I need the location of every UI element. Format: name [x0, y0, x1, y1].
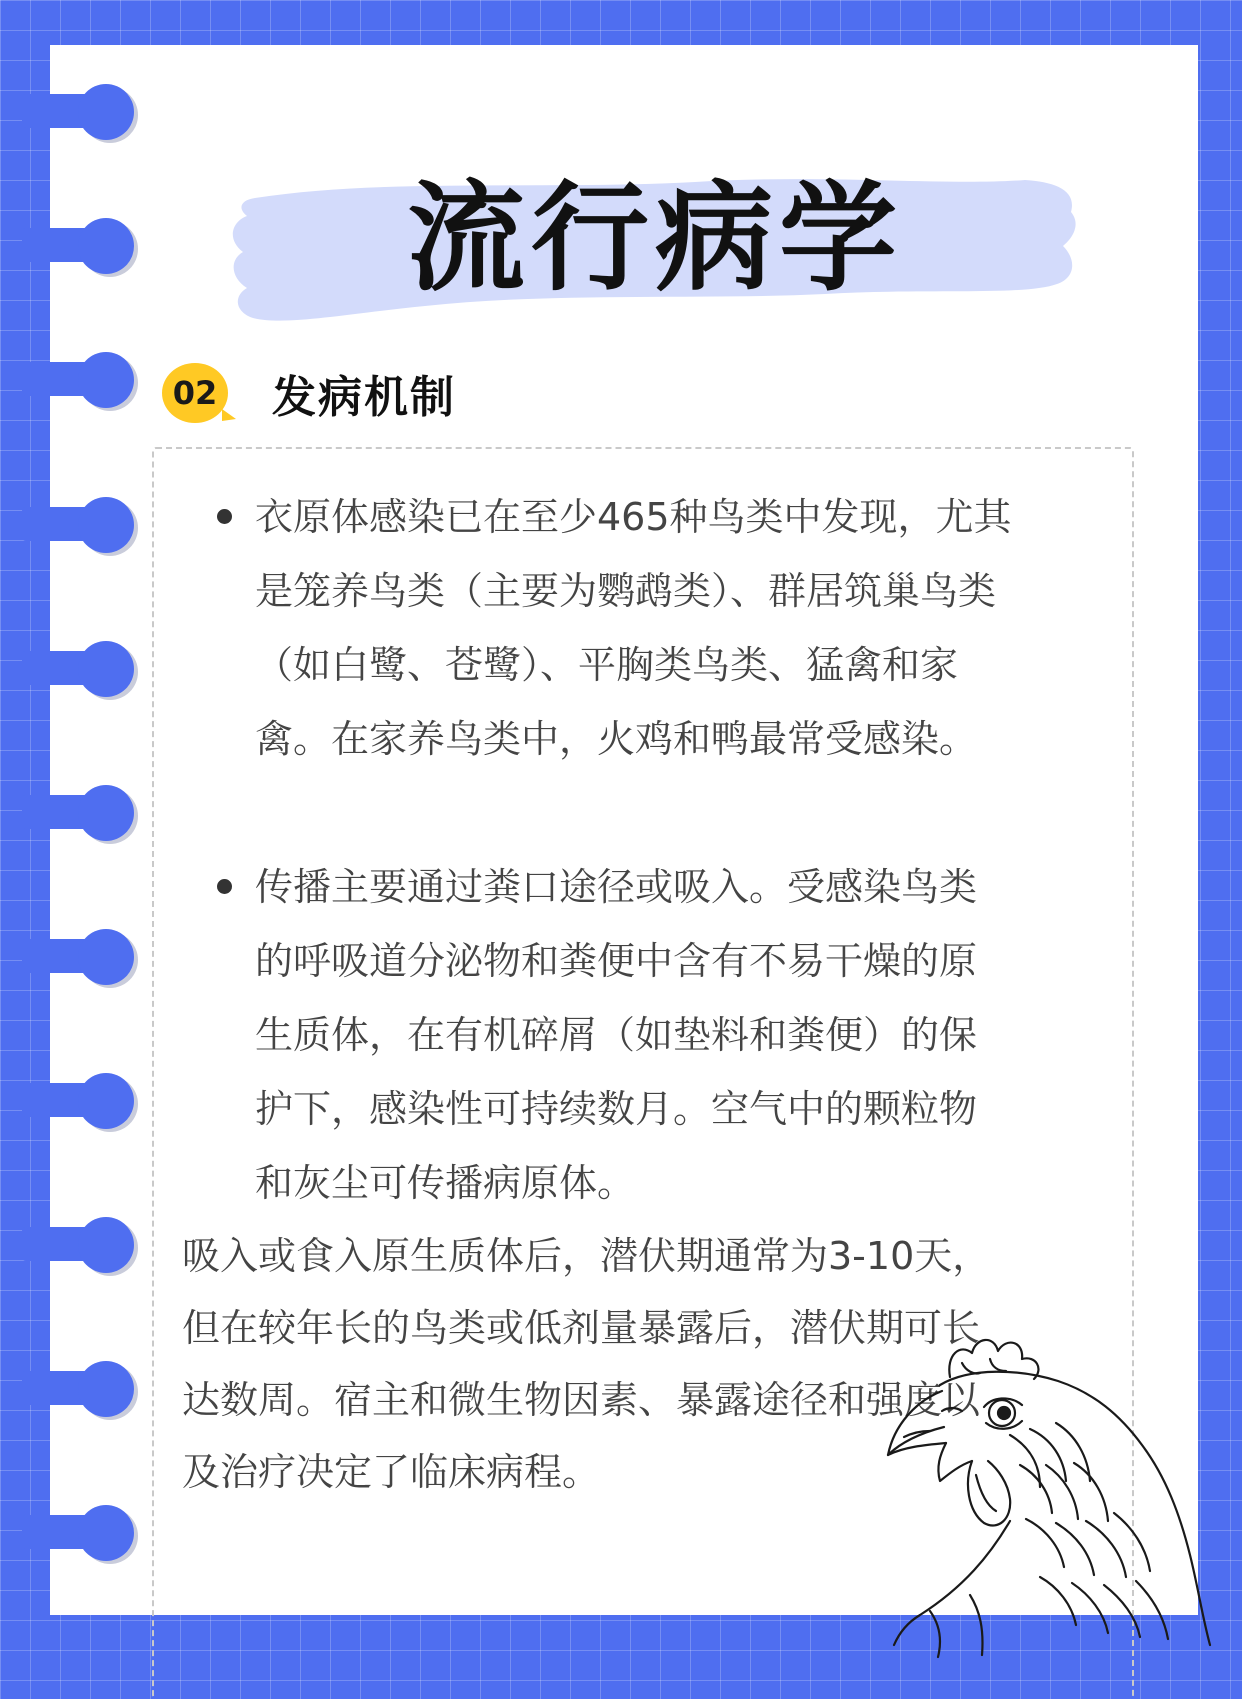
binder-ring-icon: [22, 1217, 138, 1273]
binder-ring-icon: [22, 84, 138, 140]
binder-ring-icon: [22, 497, 138, 553]
text-line: 和灰尘可传播病原体。: [255, 1161, 636, 1205]
text-line: 生质体，在有机碎屑（如垫料和粪便）的保: [255, 1013, 978, 1057]
binder-ring-icon: [22, 1073, 138, 1129]
chicken-sketch-icon: [880, 1315, 1220, 1660]
text-line: （如白鹭、苍鹭）、平胸类鸟类、猛禽和家: [255, 643, 959, 687]
text-line: 传播主要通过粪口途径或吸入。受感染鸟类: [255, 865, 978, 909]
binder-ring-icon: [22, 1361, 138, 1417]
binder-ring-icon: [22, 218, 138, 274]
bullet-item: [255, 480, 1105, 776]
text-line: 吸入或食入原生质体后，潜伏期通常为3-10天，: [182, 1234, 991, 1278]
bullet-item: [255, 850, 1105, 1220]
section-number-badge: 02: [162, 363, 228, 423]
binder-ring-icon: [22, 785, 138, 841]
bullet-icon: [217, 879, 232, 894]
binder-ring-icon: [22, 929, 138, 985]
text-line: 衣原体感染已在至少465种鸟类中发现，尤其: [255, 495, 1012, 539]
title-banner: [225, 160, 1085, 335]
section-title: 发病机制: [272, 372, 456, 423]
text-line: 达数周。宿主和微生物因素、暴露途径和强度以: [182, 1378, 981, 1422]
binder-ring-icon: [22, 352, 138, 408]
text-line: 禽。在家养鸟类中，火鸡和鸭最常受感染。: [255, 717, 978, 761]
bullet-icon: [217, 509, 232, 524]
binder-ring-icon: [22, 1505, 138, 1561]
page-title: 流行病学: [406, 169, 903, 307]
text-line: 护下，感染性可持续数月。空气中的颗粒物: [255, 1087, 978, 1131]
text-line: 但在较年长的鸟类或低剂量暴露后，潜伏期可长: [182, 1306, 981, 1350]
text-line: 的呼吸道分泌物和粪便中含有不易干燥的原: [255, 939, 978, 983]
text-line: 及治疗决定了临床病程。: [182, 1450, 601, 1494]
text-line: 是笼养鸟类（主要为鹦鹉类）、群居筑巢鸟类: [255, 569, 997, 613]
section-header: [162, 362, 456, 424]
binder-ring-icon: [22, 641, 138, 697]
